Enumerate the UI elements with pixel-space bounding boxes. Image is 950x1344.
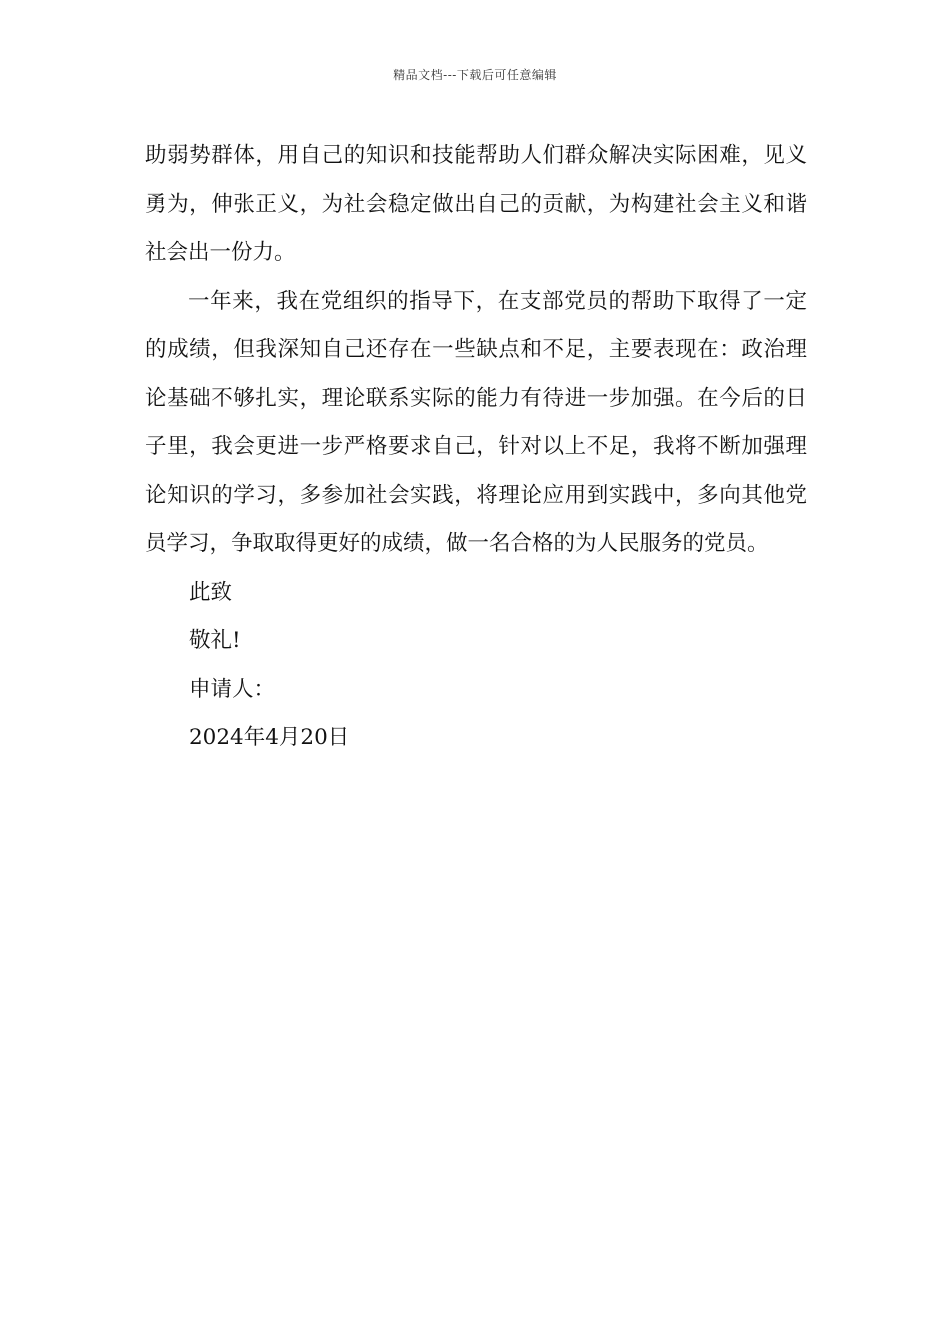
paragraph-1: 助弱势群体，用自己的知识和技能帮助人们群众解决实际困难，见义勇为，伸张正义，为社会稳定做出自己的贡献，为构建社会主义和谐社会出一份力。 (145, 143, 807, 265)
closing-regards: 敬礼! (189, 628, 241, 653)
closing-salutation: 此致 (189, 579, 233, 605)
document-body (145, 132, 807, 763)
page-header: 精品文档---下载后可任意编辑 (393, 68, 557, 82)
paragraph-2: 一年来，我在党组织的指导下，在支部党员的帮助下取得了一定的成绩，但我深知自己还存在一些缺点和不足，主要表现在：政治理论基础不够扎实，理论联系实际的能力有待进一步加强。在今后的日子里，我会更进一步严格要求自己，针对以上不足，我将不断加强理论知识的学习，多参加社会实践，将理论应用到实践中，多向其他党员学习，争取取得更好的成绩，做一名合格的为人民服务的党员。 (145, 288, 807, 556)
document-date: 2024年4月20日 (189, 725, 350, 750)
applicant-label: 申请人： (189, 676, 276, 702)
